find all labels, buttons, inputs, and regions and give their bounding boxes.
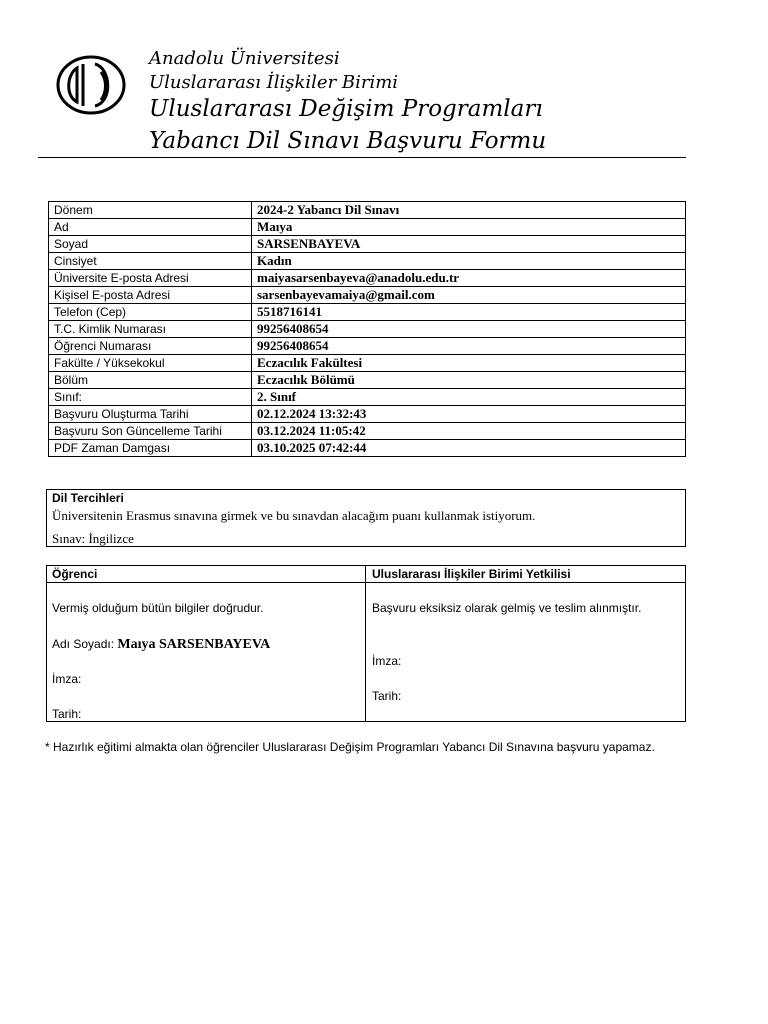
info-label: Bölüm [49,372,252,389]
preferences-statement: Üniversitenin Erasmus sınavına girmek ve bu sınavdan alacağım puanı kullanmak istiyorum. [52,508,536,523]
applicant-info-table [48,201,686,457]
info-label: Soyad [49,236,252,253]
document-header [0,0,768,160]
info-row [49,236,686,253]
info-value: 5518716141 [252,304,686,321]
info-label: T.C. Kimlik Numarası [49,321,252,338]
selected-exam: Sınav: İngilizce [52,531,134,546]
signature-header-divider [47,582,685,583]
info-value: Maıya [252,219,686,236]
info-value: 2. Sınıf [252,389,686,406]
info-value: 03.10.2025 07:42:44 [252,440,686,457]
info-value: SARSENBAYEVA [252,236,686,253]
signature-table [46,565,686,722]
form-title: Yabancı Dil Sınavı Başvuru Formu [149,128,547,154]
student-name-value: Maıya SARSENBAYEVA [117,637,271,652]
university-logo-icon [55,54,127,116]
header-divider [38,157,686,158]
info-row [49,270,686,287]
info-value: 99256408654 [252,321,686,338]
info-row [49,287,686,304]
info-row [49,321,686,338]
office-name: Uluslararası İlişkiler Birimi [149,72,399,93]
info-row [49,202,686,219]
info-label: Üniversite E-posta Adresi [49,270,252,287]
program-title: Uluslararası Değişim Programları [149,96,543,122]
student-name-line [52,637,270,653]
officer-statement: Başvuru eksiksiz olarak gelmiş ve teslim alınmıştır. [372,601,642,615]
student-date-label: Tarih: [52,707,82,721]
info-row [49,355,686,372]
info-row [49,338,686,355]
info-label: Fakülte / Yüksekokul [49,355,252,372]
info-row [49,406,686,423]
student-declaration: Vermiş olduğum bütün bilgiler doğrudur. [52,601,264,615]
info-label: Sınıf: [49,389,252,406]
language-preferences-box [46,489,686,547]
info-label: Telefon (Cep) [49,304,252,321]
info-label: Ad [49,219,252,236]
info-value: 2024-2 Yabancı Dil Sınavı [252,202,686,219]
info-label: Kişisel E-posta Adresi [49,287,252,304]
info-label: Öğrenci Numarası [49,338,252,355]
info-label: PDF Zaman Damgası [49,440,252,457]
info-value: 99256408654 [252,338,686,355]
info-row [49,304,686,321]
university-name: Anadolu Üniversitesi [149,48,340,69]
info-value: 02.12.2024 13:32:43 [252,406,686,423]
info-label: Cinsiyet [49,253,252,270]
student-signature-label: İmza: [52,672,82,686]
info-row [49,219,686,236]
student-name-label: Adı Soyadı: [52,637,115,651]
info-value: 03.12.2024 11:05:42 [252,423,686,440]
officer-signature-label: İmza: [372,654,402,668]
footnote: * Hazırlık eğitimi almakta olan öğrenciler Uluslararası Değişim Programları Yabancı Dil Sınavına başvuru yapamaz. [45,740,655,754]
preferences-title: Dil Tercihleri [52,491,124,505]
info-label: Dönem [49,202,252,219]
info-row [49,423,686,440]
student-column-header: Öğrenci [52,567,98,581]
info-value: Kadın [252,253,686,270]
info-row [49,372,686,389]
info-value: sarsenbayevamaiya@gmail.com [252,287,686,304]
info-row [49,440,686,457]
signature-column-divider [365,566,366,721]
info-row [49,253,686,270]
officer-date-label: Tarih: [372,689,402,703]
info-row [49,389,686,406]
info-value: maiyasarsenbayeva@anadolu.edu.tr [252,270,686,287]
info-label: Başvuru Son Güncelleme Tarihi [49,423,252,440]
info-label: Başvuru Oluşturma Tarihi [49,406,252,423]
officer-column-header: Uluslararası İlişkiler Birimi Yetkilisi [372,567,571,581]
info-value: Eczacılık Fakültesi [252,355,686,372]
info-value: Eczacılık Bölümü [252,372,686,389]
